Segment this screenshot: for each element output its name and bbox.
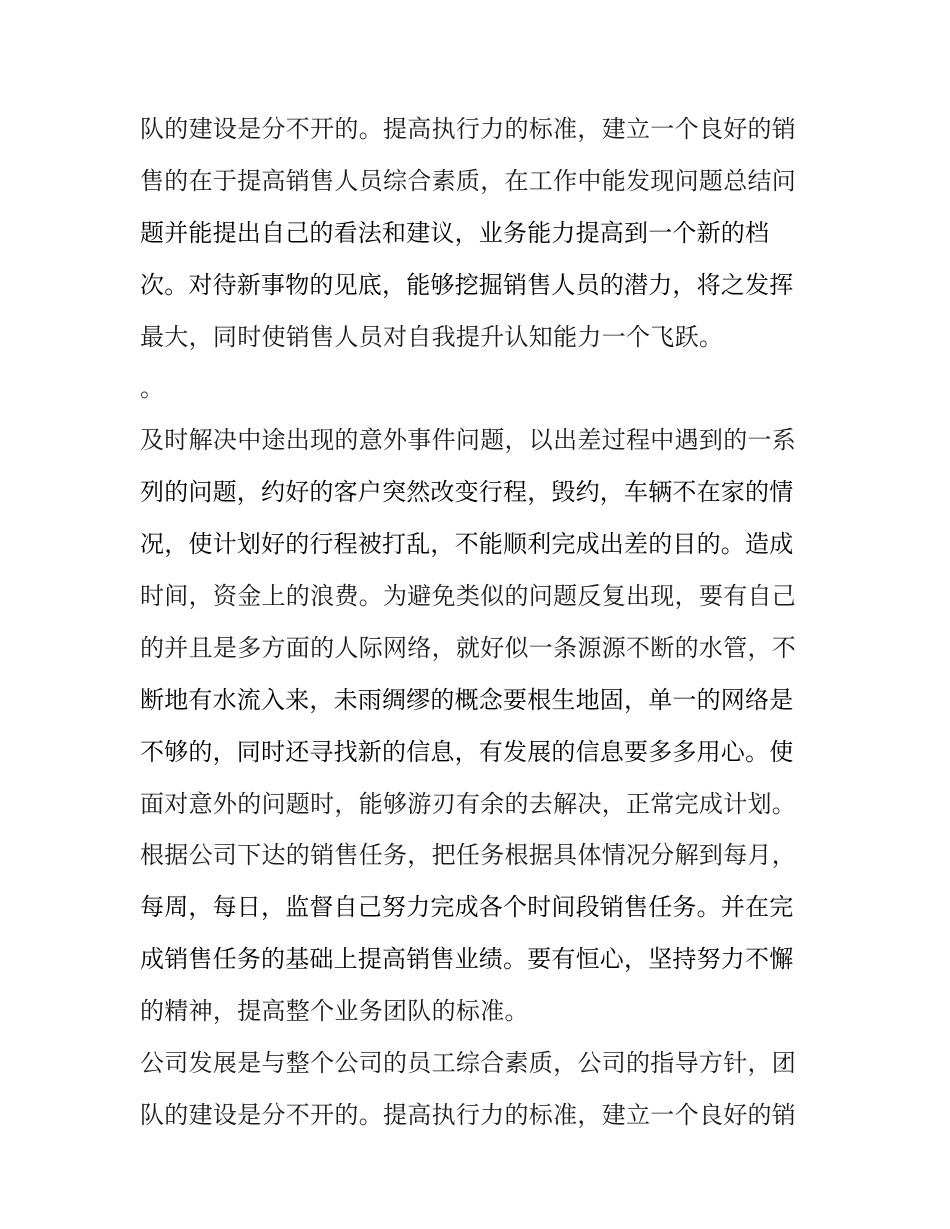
text-line: 面对意外的问题时，能够游刃有余的去解决，正常完成计划。 <box>140 789 797 818</box>
text-line: 时间，资金上的浪费。为避免类似的问题反复出现，要有自己 <box>140 582 797 611</box>
text-line: 最大，同时使销售人员对自我提升认知能力一个飞跃。 <box>140 322 724 351</box>
text-line: 每周，每日，监督自己努力完成各个时间段销售任务。并在完 <box>140 893 794 922</box>
text-line: 次。对待新事物的见底，能够挖掘销售人员的潜力，将之发挥 <box>140 270 794 299</box>
text-line: 断地有水流入来，未雨绸缪的概念要根生地固，单一的网络是 <box>140 685 794 714</box>
text-line: 公司发展是与整个公司的员工综合素质，公司的指导方针，团 <box>140 1049 797 1078</box>
text-line: 不够的，同时还寻找新的信息，有发展的信息要多多用心。使 <box>140 737 794 766</box>
text-line: 根据公司下达的销售任务，把任务根据具体情况分解到每月， <box>140 841 797 870</box>
text-line: 列的问题，约好的客户突然改变行程，毁约，车辆不在家的情 <box>140 478 794 507</box>
text-line: 队的建设是分不开的。提高执行力的标准，建立一个良好的销 <box>140 1100 797 1129</box>
text-line: 况，使计划好的行程被打乱，不能顺利完成出差的目的。造成 <box>140 530 794 559</box>
text-line: 的精神，提高整个业务团队的标准。 <box>140 997 529 1026</box>
document-page <box>140 104 820 1142</box>
text-line: 成销售任务的基础上提高销售业绩。要有恒心，坚持努力不懈 <box>140 945 794 974</box>
text-line: 题并能提出自己的看法和建议，业务能力提高到一个新的档 <box>140 218 770 247</box>
text-line: 售的在于提高销售人员综合素质，在工作中能发现问题总结问 <box>140 166 797 195</box>
text-line: 。 <box>140 374 165 403</box>
text-line: 的并且是多方面的人际网络，就好似一条源源不断的水管，不 <box>140 633 797 662</box>
text-line: 及时解决中途出现的意外事件问题，以出差过程中遇到的一系 <box>140 426 797 455</box>
text-line: 队的建设是分不开的。提高执行力的标准，建立一个良好的销 <box>140 115 797 143</box>
